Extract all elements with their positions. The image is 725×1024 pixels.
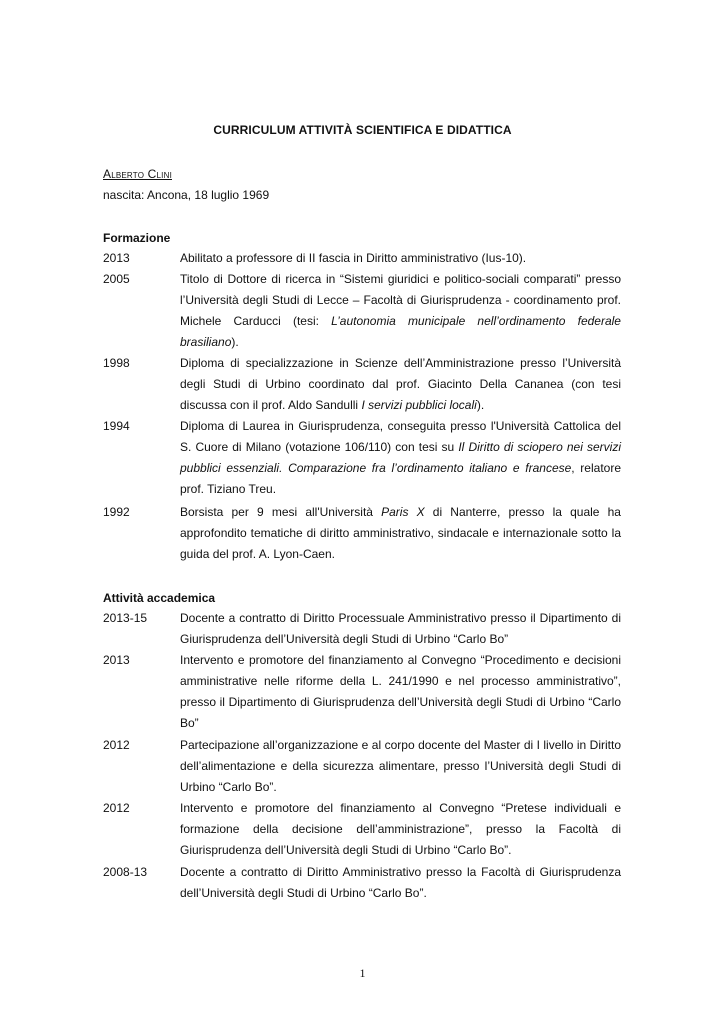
entry-description bbox=[180, 269, 621, 353]
description-text: , relatore prof. Tiziano Treu. bbox=[180, 461, 621, 496]
entry-description bbox=[180, 502, 621, 565]
section-heading-attivita: Attività accademica bbox=[103, 591, 216, 605]
entry-year: 1998 bbox=[103, 356, 130, 370]
entry-description bbox=[180, 416, 621, 500]
entry-description bbox=[180, 735, 621, 798]
description-text: ). bbox=[231, 335, 239, 349]
description-text: Intervento e promotore del finanziamento al Convegno “Pretese individuali e formazione della decisione dell’amministrazione”, presso la Facoltà di Giurisprudenza dell’Università degli Studi di Urbino “Carlo Bo”. bbox=[180, 801, 621, 857]
description-text: Intervento e promotore del finanziamento al Convegno “Procedimento e decisioni amministrative nelle riforme della L. 241/1990 e nel processo amministrativo”, presso il Dipartimento di Giurisprudenza dell’Università degli Studi di Urbino “Carlo Bo” bbox=[180, 653, 621, 730]
entry-description bbox=[180, 798, 621, 861]
birth-info: nascita: Ancona, 18 luglio 1969 bbox=[103, 188, 270, 202]
italic-title-text: Il Diritto di sciopero nei servizi pubblici essenziali. Comparazione fra l’ordinamento italiano e francese bbox=[180, 440, 621, 475]
entry-year: 2005 bbox=[103, 272, 130, 286]
entry-description bbox=[180, 862, 621, 904]
entry-year: 2012 bbox=[103, 801, 130, 815]
description-text: di Nanterre, presso la quale ha approfondito tematiche di diritto amministrativo, sindacale e internazionale sotto la guida del prof. A. Lyon-Caen. bbox=[180, 505, 621, 561]
italic-title-text: Paris X bbox=[381, 505, 425, 519]
description-text: Partecipazione all’organizzazione e al corpo docente del Master di I livello in Diritto dell’alimentazione e della sicurezza alimentare, presso l’Università degli Studi di Urbino “Carlo Bo”. bbox=[180, 738, 621, 794]
italic-title-text: I servizi pubblici locali bbox=[361, 398, 477, 412]
entry-year: 2013-15 bbox=[103, 611, 148, 625]
description-text: ). bbox=[476, 398, 485, 412]
entry-description bbox=[180, 248, 621, 269]
author-name: Alberto Clini bbox=[103, 167, 172, 181]
entry-year: 2013 bbox=[103, 251, 130, 265]
entry-year: 2013 bbox=[103, 653, 130, 667]
description-text: Abilitato a professore di II fascia in Diritto amministrativo (Ius-10). bbox=[180, 251, 527, 265]
description-text: Titolo di Dottore di ricerca in “Sistemi giuridici e politico-sociali comparati” presso l’Università degli Studi di Lecce – Facoltà di Giurisprudenza - coordinamento prof. Michele Carducci (tesi: bbox=[180, 272, 621, 328]
document-title: CURRICULUM ATTIVITÀ SCIENTIFICA E DIDATTICA bbox=[213, 123, 512, 137]
description-text: Diploma di specializzazione in Scienze dell’Amministrazione presso l’Università degli Studi di Urbino coordinato dal prof. Giacinto Della Cananea (con tesi discussa con il prof. Aldo Sandulli bbox=[180, 356, 621, 412]
entry-description bbox=[180, 608, 621, 650]
section-heading-formazione: Formazione bbox=[103, 231, 171, 245]
entry-year: 2012 bbox=[103, 738, 130, 752]
entry-year: 1994 bbox=[103, 419, 130, 433]
description-text: Diploma di Laurea in Giurisprudenza, conseguita presso l'Università Cattolica del S. Cuore di Milano (votazione 106/110) con tesi su bbox=[180, 419, 621, 454]
description-text: Borsista per 9 mesi all'Università bbox=[180, 505, 382, 519]
entry-description bbox=[180, 353, 621, 416]
entry-description bbox=[180, 650, 621, 734]
entry-year: 1992 bbox=[103, 505, 130, 519]
description-text: Docente a contratto di Diritto Amministrativo presso la Facoltà di Giurisprudenza dell’Università degli Studi di Urbino “Carlo Bo”. bbox=[180, 865, 621, 900]
description-text: Docente a contratto di Diritto Processuale Amministrativo presso il Dipartimento di Giurisprudenza dell’Università degli Studi di Urbino “Carlo Bo” bbox=[180, 611, 621, 646]
entry-year: 2008-13 bbox=[103, 865, 148, 879]
italic-title-text: L’autonomia municipale nell’ordinamento federale brasiliano bbox=[180, 314, 621, 349]
page-number: 1 bbox=[359, 966, 366, 980]
